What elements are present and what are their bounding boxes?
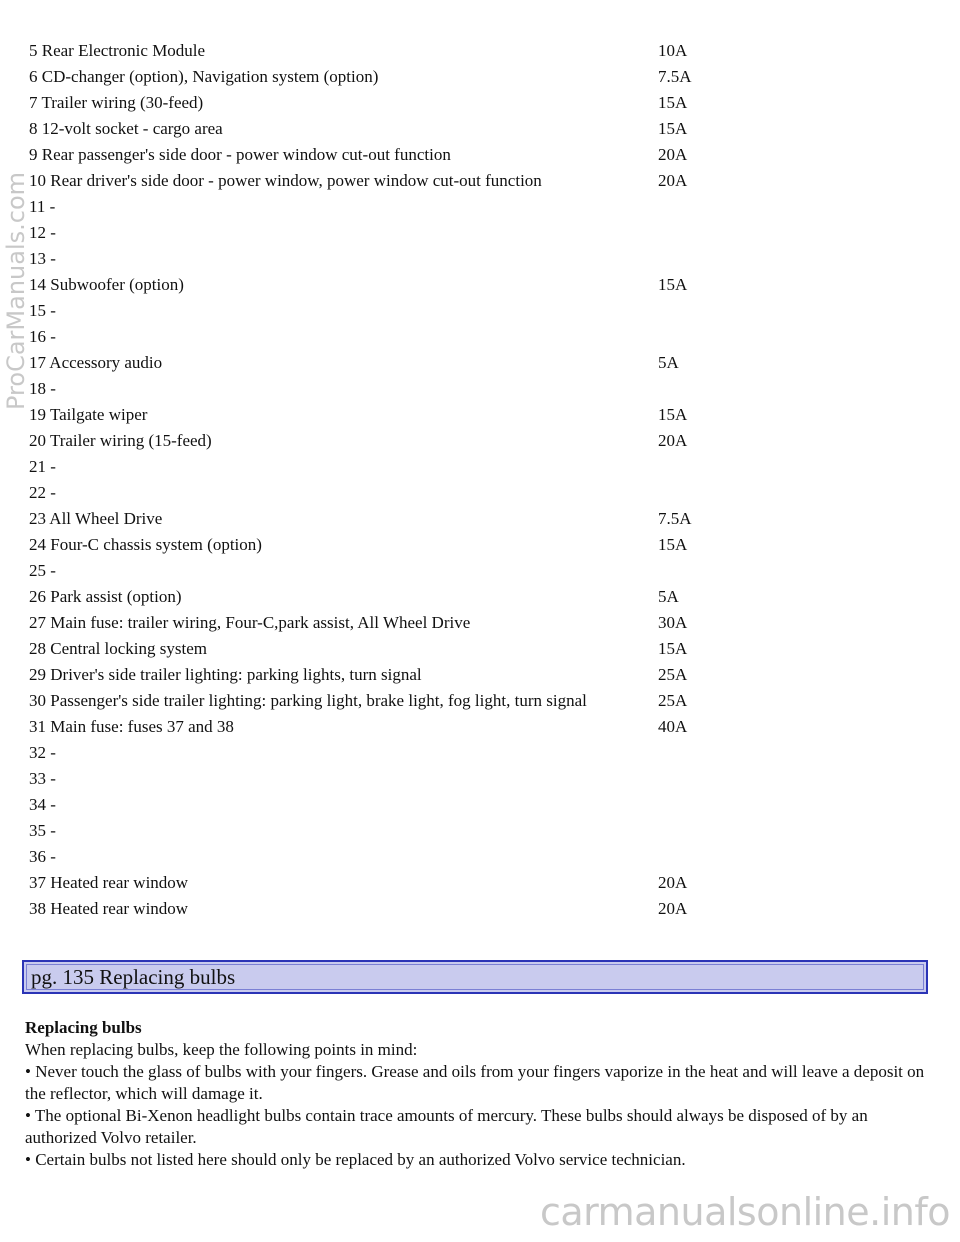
- fuse-amperage: [658, 766, 738, 792]
- fuse-description: 10 Rear driver's side door - power window, power window cut-out function: [29, 171, 542, 190]
- fuse-description: 9 Rear passenger's side door - power window cut-out function: [29, 145, 451, 164]
- fuse-description: 31 Main fuse: fuses 37 and 38: [29, 717, 234, 736]
- fuse-amperage: 20A: [658, 431, 688, 450]
- fuse-row: [29, 480, 738, 506]
- fuse-amperage: 5A: [658, 353, 679, 372]
- fuse-row: [29, 766, 738, 792]
- fuse-description: 12 -: [29, 223, 56, 242]
- fuse-row: [29, 532, 738, 558]
- fuse-row: [29, 662, 738, 688]
- fuse-amperage: [658, 740, 738, 766]
- fuse-amperage: 20A: [658, 171, 688, 190]
- fuse-amperage: [658, 376, 738, 402]
- fuse-row: [29, 298, 738, 324]
- fuse-row: [29, 740, 738, 766]
- fuse-amperage: 25A: [658, 665, 688, 684]
- fuse-row: [29, 506, 738, 532]
- fuse-row: [29, 90, 738, 116]
- fuse-amperage: 5A: [658, 587, 679, 606]
- fuse-amperage: 30A: [658, 613, 688, 632]
- fuse-row: [29, 350, 738, 376]
- fuse-amperage: [658, 844, 738, 870]
- fuse-description: 33 -: [29, 769, 56, 788]
- fuse-description: 32 -: [29, 743, 56, 762]
- fuse-amperage: [658, 792, 738, 818]
- fuse-amperage: 20A: [658, 899, 688, 918]
- content-intro: When replacing bulbs, keep the following points in mind:: [25, 1040, 418, 1059]
- fuse-row: [29, 272, 738, 298]
- fuse-table: [29, 38, 738, 922]
- fuse-amperage: 15A: [658, 639, 688, 658]
- fuse-description: 17 Accessory audio: [29, 353, 163, 372]
- body-text: [25, 1017, 937, 1171]
- fuse-description: 27 Main fuse: trailer wiring, Four-C,park assist, All Wheel Drive: [29, 613, 471, 632]
- fuse-row: [29, 116, 738, 142]
- fuse-description: 21 -: [29, 457, 56, 476]
- fuse-amperage: 15A: [658, 275, 688, 294]
- fuse-description: 37 Heated rear window: [29, 873, 189, 892]
- fuse-row: [29, 454, 738, 480]
- fuse-amperage: [658, 480, 738, 506]
- fuse-amperage: [658, 298, 738, 324]
- fuse-description: 24 Four-C chassis system (option): [29, 535, 262, 554]
- side-watermark: ProCarManuals.com: [2, 171, 30, 410]
- fuse-amperage: 40A: [658, 717, 688, 736]
- fuse-row: [29, 220, 738, 246]
- fuse-amperage: [658, 454, 738, 480]
- fuse-amperage: 25A: [658, 691, 688, 710]
- fuse-description: 34 -: [29, 795, 56, 814]
- fuse-row: [29, 168, 738, 194]
- section-title: pg. 135 Replacing bulbs: [31, 965, 236, 989]
- fuse-row: [29, 402, 738, 428]
- fuse-row: [29, 636, 738, 662]
- fuse-description: 5 Rear Electronic Module: [29, 41, 206, 60]
- fuse-description: 11 -: [29, 197, 56, 216]
- fuse-description: 14 Subwoofer (option): [29, 275, 184, 294]
- fuse-row: [29, 376, 738, 402]
- fuse-description: 29 Driver's side trailer lighting: parking lights, turn signal: [29, 665, 422, 684]
- fuse-amperage: 10A: [658, 41, 688, 60]
- fuse-description: 16 -: [29, 327, 56, 346]
- fuse-amperage: [658, 194, 738, 220]
- content-heading: Replacing bulbs: [25, 1018, 142, 1037]
- fuse-description: 38 Heated rear window: [29, 899, 189, 918]
- fuse-description: 28 Central locking system: [29, 639, 208, 658]
- fuse-row: [29, 324, 738, 350]
- fuse-description: 15 -: [29, 301, 56, 320]
- fuse-description: 20 Trailer wiring (15-feed): [29, 431, 212, 450]
- site-watermark: carmanualsonline.info: [539, 1190, 950, 1234]
- fuse-description: 25 -: [29, 561, 56, 580]
- fuse-row: [29, 610, 738, 636]
- fuse-description: 6 CD-changer (option), Navigation system (option): [29, 67, 379, 86]
- fuse-amperage: [658, 220, 738, 246]
- bullet-item: • Certain bulbs not listed here should only be replaced by an authorized Volvo service technician.: [25, 1150, 686, 1169]
- fuse-amperage: 15A: [658, 535, 688, 554]
- fuse-amperage: [658, 558, 738, 584]
- fuse-row: [29, 194, 738, 220]
- fuse-amperage: 15A: [658, 119, 688, 138]
- fuse-row: [29, 142, 738, 168]
- fuse-description: 26 Park assist (option): [29, 587, 182, 606]
- fuse-description: 30 Passenger's side trailer lighting: parking light, brake light, fog light, turn signal: [29, 691, 587, 710]
- fuse-amperage: [658, 818, 738, 844]
- fuse-row: [29, 792, 738, 818]
- fuse-amperage: 20A: [658, 145, 688, 164]
- fuse-amperage: 20A: [658, 873, 688, 892]
- fuse-row: [29, 688, 738, 714]
- section-header: [22, 960, 928, 994]
- fuse-description: 22 -: [29, 483, 56, 502]
- bullet-item: • Never touch the glass of bulbs with your fingers. Grease and oils from your fingers vaporize in the heat and will leave a deposit on the reflector, which will damage it.: [25, 1062, 925, 1103]
- fuse-amperage: 15A: [658, 93, 688, 112]
- fuse-row: [29, 584, 738, 610]
- fuse-description: 35 -: [29, 821, 56, 840]
- fuse-description: 18 -: [29, 379, 56, 398]
- fuse-amperage: 15A: [658, 405, 688, 424]
- fuse-description: 19 Tailgate wiper: [29, 405, 148, 424]
- fuse-row: [29, 844, 738, 870]
- fuse-row: [29, 714, 738, 740]
- fuse-description: 8 12-volt socket - cargo area: [29, 119, 223, 138]
- fuse-description: 36 -: [29, 847, 56, 866]
- fuse-row: [29, 870, 738, 896]
- fuse-row: [29, 818, 738, 844]
- fuse-amperage: 7.5A: [658, 509, 692, 528]
- fuse-description: 23 All Wheel Drive: [29, 509, 163, 528]
- fuse-row: [29, 896, 738, 922]
- fuse-row: [29, 64, 738, 90]
- fuse-description: 13 -: [29, 249, 56, 268]
- bullet-item: • The optional Bi-Xenon headlight bulbs contain trace amounts of mercury. These bulbs should always be disposed of by an authorized Volvo retailer.: [25, 1106, 868, 1147]
- fuse-amperage: [658, 246, 738, 272]
- fuse-description: 7 Trailer wiring (30-feed): [29, 93, 204, 112]
- fuse-row: [29, 428, 738, 454]
- fuse-table-body: [29, 38, 738, 922]
- fuse-amperage: 7.5A: [658, 67, 692, 86]
- fuse-amperage: [658, 324, 738, 350]
- fuse-row: [29, 246, 738, 272]
- fuse-row: [29, 38, 738, 64]
- fuse-row: [29, 558, 738, 584]
